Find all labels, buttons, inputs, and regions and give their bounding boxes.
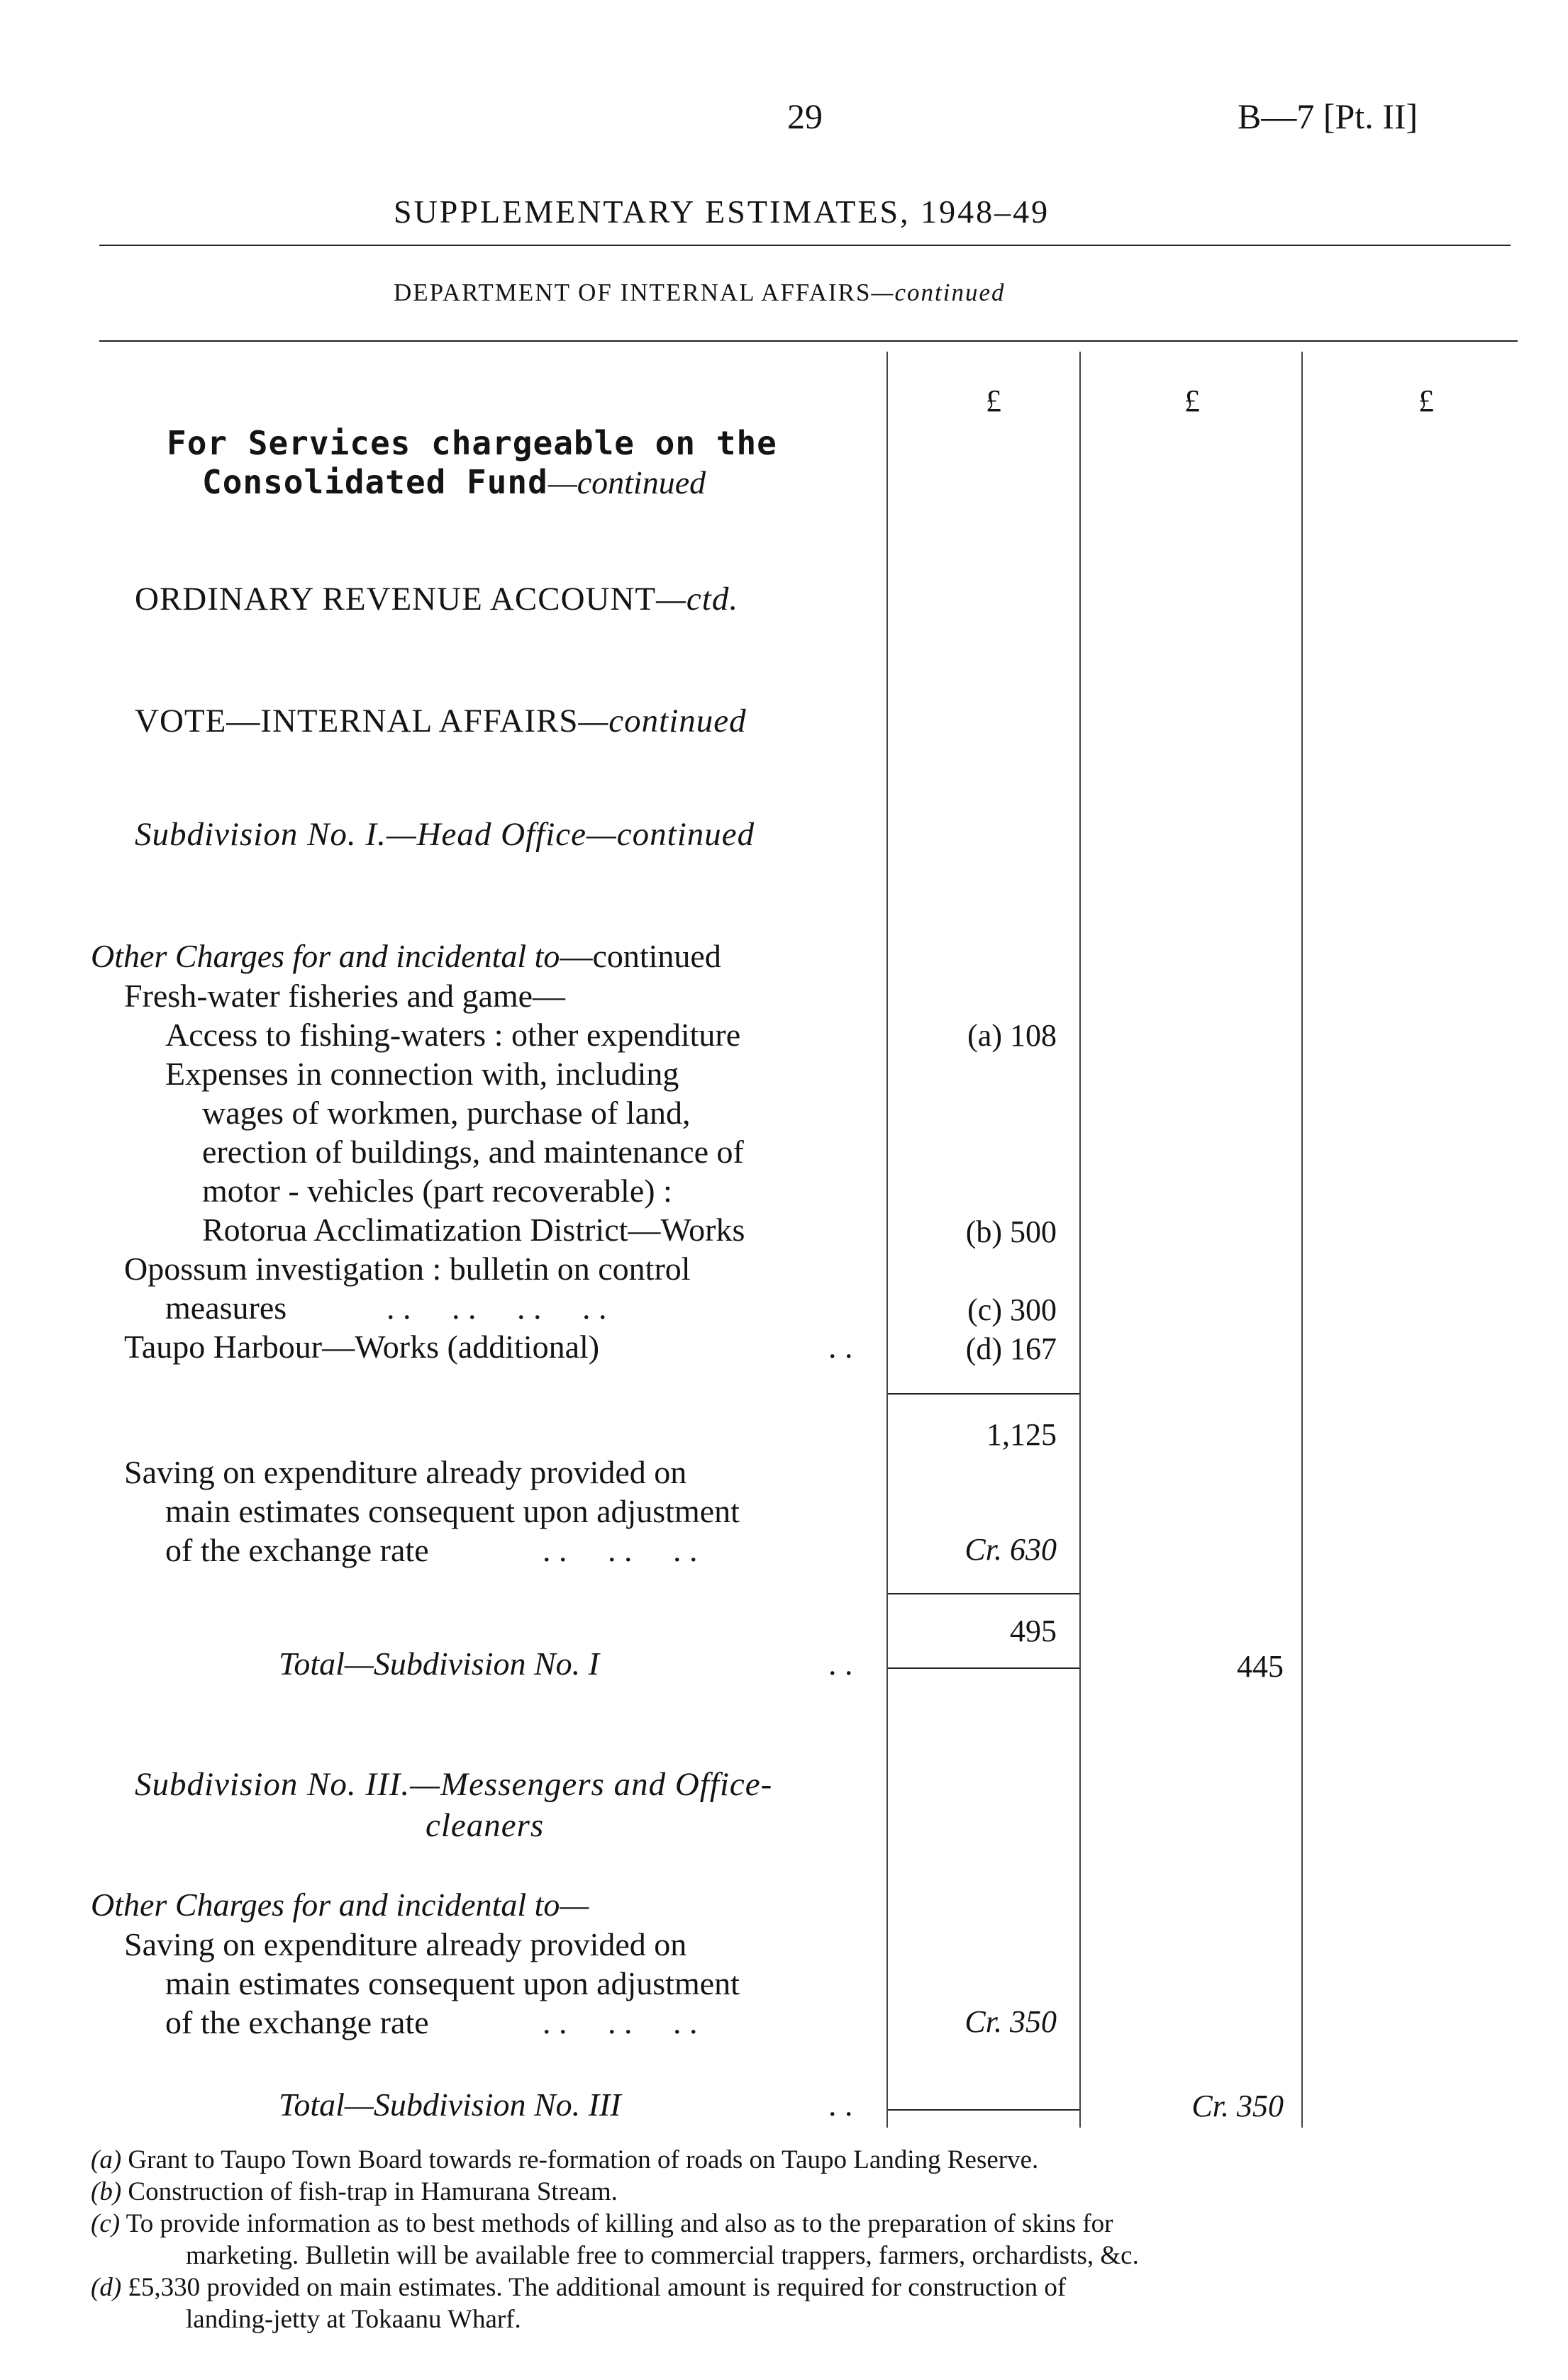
page-title: SUPPLEMENTARY ESTIMATES, 1948–49 xyxy=(394,194,1050,230)
services-heading-line-2 xyxy=(202,463,706,501)
taupo-item: Taupo Harbour—Works (additional) xyxy=(124,1329,600,1365)
footnote-a-text: Grant to Taupo Town Board towards re-formation of roads on Taupo Landing Reserve. xyxy=(128,2145,1039,2174)
services-heading-fund: Consolidated Fund xyxy=(202,463,548,501)
subdivision-3-heading-line-2: cleaners xyxy=(426,1807,545,1844)
footnote-d-text-1: £5,330 provided on main estimates. The additional amount is required for construction of xyxy=(128,2273,1067,2302)
footnote-b xyxy=(91,2177,618,2207)
taupo-amount: (d) 167 xyxy=(965,1331,1057,1366)
report-reference: B—7 [Pt. II] xyxy=(1238,96,1418,136)
opossum-line-2: measures xyxy=(165,1290,287,1326)
other-charges-suffix: —continued xyxy=(560,938,721,974)
expenses-amount: (b) 500 xyxy=(965,1214,1057,1249)
account-heading xyxy=(135,580,738,618)
footnote-d-label: (d) xyxy=(91,2273,122,2302)
footnote-b-text: Construction of fish-trap in Hamurana Stream. xyxy=(128,2177,618,2206)
saving-1-line-1: Saving on expenditure already provided on xyxy=(124,1454,687,1490)
footnote-c-text-2: marketing. Bulletin will be available free to commercial trappers, farmers, orchardists, &c. xyxy=(186,2241,1139,2270)
account-heading-main: ORDINARY REVENUE ACCOUNT xyxy=(135,581,657,618)
other-charges-italic: Other Charges for and incidental to xyxy=(91,938,560,974)
column-separator-2 xyxy=(1079,352,1081,2128)
saving-3-line-3: of the exchange rate xyxy=(165,2004,429,2040)
subtotal-rule xyxy=(888,1393,1079,1395)
expenses-line-5: Rotorua Acclimatization District—Works xyxy=(202,1212,745,1248)
saving-3-line-2: main estimates consequent upon adjustment xyxy=(165,1965,740,2001)
saving-3-line-1: Saving on expenditure already provided on xyxy=(124,1926,687,1962)
account-heading-suffix: —ctd. xyxy=(656,581,739,618)
total-1-amount: 445 xyxy=(1237,1649,1284,1684)
vote-heading-main: VOTE—INTERNAL AFFAIRS xyxy=(135,703,579,739)
services-heading-line-1: For Services chargeable on the xyxy=(167,424,777,462)
footnote-c-label: (c) xyxy=(91,2209,121,2238)
footnote-a xyxy=(91,2145,1038,2175)
services-heading-suffix: —continued xyxy=(547,464,706,501)
total-3-label: Total—Subdivision No. III xyxy=(279,2086,621,2123)
department-suffix: —continued xyxy=(871,279,1006,306)
saving-1-dots: . . . . . . xyxy=(543,1532,698,1568)
access-amount: (a) 108 xyxy=(967,1018,1057,1053)
vote-heading xyxy=(135,702,747,740)
column-separator-3 xyxy=(1301,352,1303,2128)
saving-3-dots: . . . . . . xyxy=(543,2004,698,2040)
taupo-dots: . . xyxy=(828,1329,853,1365)
footnote-d-text-2: landing-jetty at Tokaanu Wharf. xyxy=(186,2305,521,2334)
opossum-amount: (c) 300 xyxy=(967,1292,1057,1327)
total-1-dots: . . xyxy=(828,1646,853,1682)
expenses-line-2: wages of workmen, purchase of land, xyxy=(202,1095,691,1131)
other-charges-3-heading: Other Charges for and incidental to— xyxy=(91,1887,589,1923)
expenses-line-1: Expenses in connection with, including xyxy=(165,1056,679,1092)
title-rule xyxy=(99,245,1511,246)
page-number: 29 xyxy=(787,96,823,136)
vote-heading-suffix: —continued xyxy=(578,703,747,739)
expenses-line-4: motor - vehicles (part recoverable) : xyxy=(202,1173,672,1209)
freshwater-heading: Fresh-water fisheries and game— xyxy=(124,978,566,1014)
subdivision-1-heading: Subdivision No. I.—Head Office—continued xyxy=(135,816,755,853)
total-3-rule xyxy=(888,2109,1079,2111)
footnote-c xyxy=(91,2208,1113,2239)
saving-1-line-2: main estimates consequent upon adjustment xyxy=(165,1493,740,1529)
column-separator-1 xyxy=(886,352,888,2128)
expenses-line-3: erection of buildings, and maintenance of xyxy=(202,1134,744,1170)
net-rule xyxy=(888,1593,1079,1594)
total-1-rule xyxy=(888,1667,1079,1669)
table-top-rule xyxy=(99,340,1518,342)
column-3-currency: £ xyxy=(1418,384,1434,418)
footnote-d xyxy=(91,2272,1066,2303)
opossum-dots: . . . . . . . . xyxy=(387,1290,607,1326)
department-heading xyxy=(394,279,1006,307)
total-1-label: Total—Subdivision No. I xyxy=(279,1646,599,1682)
subtotal-amount: 1,125 xyxy=(986,1417,1057,1452)
department-name: DEPARTMENT OF INTERNAL AFFAIRS xyxy=(394,279,872,306)
access-item: Access to fishing-waters : other expenditure xyxy=(165,1017,741,1053)
footnote-b-label: (b) xyxy=(91,2177,122,2206)
saving-3-amount: Cr. 350 xyxy=(964,2004,1057,2039)
column-1-currency: £ xyxy=(986,384,1001,418)
subdivision-3-heading-line-1: Subdivision No. III.—Messengers and Office- xyxy=(135,1766,773,1803)
net-amount: 495 xyxy=(1010,1614,1057,1648)
footnote-a-label: (a) xyxy=(91,2145,122,2174)
total-3-amount: Cr. 350 xyxy=(1191,2089,1284,2123)
total-3-dots: . . xyxy=(828,2086,853,2123)
footnote-c-text-1: To provide information as to best methods of killing and also as to the preparation of skins for xyxy=(126,2209,1113,2238)
column-2-currency: £ xyxy=(1184,384,1200,418)
opossum-line-1: Opossum investigation : bulletin on control xyxy=(124,1251,691,1287)
saving-1-line-3: of the exchange rate xyxy=(165,1532,429,1568)
saving-1-amount: Cr. 630 xyxy=(964,1532,1057,1567)
other-charges-heading xyxy=(91,937,721,975)
